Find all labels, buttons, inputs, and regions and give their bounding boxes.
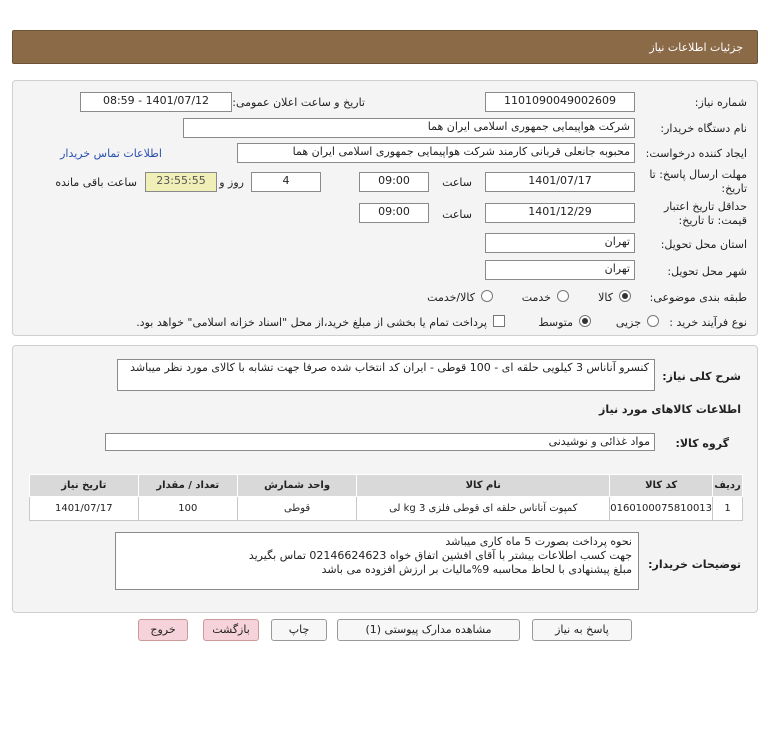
process-option-minor: جزیی — [615, 316, 641, 329]
view-attachments-button[interactable]: مشاهده مدارک پیوستی (1) — [337, 619, 520, 641]
treasury-checkbox[interactable] — [493, 315, 505, 327]
validity-date-field: 1401/12/29 — [485, 203, 635, 223]
buyer-note-line: نحوه پرداخت بصورت 5 ماه کاری میباشد — [445, 535, 632, 548]
cell-row: 1 — [713, 497, 743, 521]
process-label: نوع فرآیند خرید : — [669, 316, 747, 329]
buyer-notes-label: توضیحات خریدار: — [648, 558, 741, 571]
need-number-field: 1101090049002609 — [485, 92, 635, 112]
category-radio-goods[interactable] — [619, 290, 631, 302]
province-label: استان محل تحویل: — [660, 238, 747, 251]
exit-button[interactable]: خروج — [138, 619, 188, 641]
goods-group-label: گروه کالا: — [675, 437, 729, 450]
back-button[interactable]: بازگشت — [203, 619, 259, 641]
treasury-note: پرداخت تمام یا بخشی از مبلغ خرید،از محل "اسناد خزانه اسلامی" خواهد بود. — [136, 316, 487, 329]
cell-date: 1401/07/17 — [30, 497, 139, 521]
goods-table — [29, 474, 743, 521]
cell-name: کمپوت آناناس حلقه ای قوطی فلزی 3 kg لی — [357, 497, 610, 521]
announce-field: 1401/07/12 - 08:59 — [80, 92, 232, 112]
days-field: 4 — [251, 172, 321, 192]
need-summary-label: شرح کلی نیاز: — [662, 370, 741, 383]
buyer-org-label: نام دستگاه خریدار: — [660, 122, 747, 135]
category-option-service: خدمت — [521, 291, 551, 304]
buyer-notes-box — [115, 532, 639, 590]
creator-label: ایجاد کننده درخواست: — [645, 147, 747, 160]
reply-deadline-label-date: تاریخ: — [721, 182, 747, 195]
need-number-label: شماره نیاز: — [694, 96, 747, 109]
reply-date-field: 1401/07/17 — [485, 172, 635, 192]
days-label: روز و — [219, 176, 244, 189]
buyer-org-field: شرکت هواپیمایی جمهوری اسلامی ایران هما — [183, 118, 635, 138]
col-code: کد کالا — [610, 475, 713, 497]
city-label: شهر محل تحویل: — [667, 265, 747, 278]
col-date: تاریخ نیاز — [30, 475, 139, 497]
category-label: طبقه بندی موضوعی: — [649, 291, 747, 304]
need-info-panel — [12, 345, 758, 613]
col-qty: تعداد / مقدار — [138, 475, 237, 497]
details-panel — [12, 80, 758, 336]
validity-label: حداقل تاریخ اعتبار — [663, 200, 747, 213]
col-row: ردیف — [713, 475, 743, 497]
reply-deadline-label: مهلت ارسال پاسخ: تا — [649, 168, 747, 181]
category-radio-goods-service[interactable] — [481, 290, 493, 302]
province-field: تهران — [485, 233, 635, 253]
cell-unit: قوطی — [237, 497, 356, 521]
page-title: جزئیات اطلاعات نیاز — [649, 41, 743, 54]
need-summary-field: کنسرو آناناس 3 کیلویی حلقه ای - 100 قوطی - ایران کد انتخاب شده صرفا جهت تشابه با کالای مورد نظر میباشد — [117, 359, 655, 391]
validity-time-field: 09:00 — [359, 203, 429, 223]
col-name: نام کالا — [357, 475, 610, 497]
process-radio-medium[interactable] — [579, 315, 591, 327]
city-field: تهران — [485, 260, 635, 280]
goods-group-field: مواد غذائی و نوشیدنی — [105, 433, 655, 451]
validity-time-label: ساعت — [442, 208, 472, 221]
buyer-contact-link[interactable]: اطلاعات تماس خریدار — [60, 147, 162, 160]
goods-table-header — [30, 475, 743, 497]
remaining-time-field: 23:55:55 — [145, 172, 217, 192]
remaining-time-label: ساعت باقی مانده — [55, 176, 137, 189]
process-option-medium: متوسط — [538, 316, 573, 329]
cell-code: 0160100075810013 — [610, 497, 713, 521]
category-radio-service[interactable] — [557, 290, 569, 302]
creator-field: محبوبه جانعلی قربانی کارمند شرکت هواپیمایی جمهوری اسلامی ایران هما — [237, 143, 635, 163]
buyer-note-line: مبلغ پیشنهادی با لحاظ محاسبه 9%مالیات بر ارزش افزوده می باشد — [321, 563, 632, 576]
process-radio-minor[interactable] — [647, 315, 659, 327]
page-title-bar — [12, 30, 758, 64]
print-button[interactable]: چاپ — [271, 619, 327, 641]
validity-label-date: قیمت: تا تاریخ: — [678, 214, 747, 227]
announce-label: تاریخ و ساعت اعلان عمومی: — [232, 96, 365, 109]
cell-qty: 100 — [138, 497, 237, 521]
category-option-goods-service: کالا/خدمت — [427, 291, 475, 304]
reply-time-label: ساعت — [442, 176, 472, 189]
table-row — [30, 497, 743, 521]
col-unit: واحد شمارش — [237, 475, 356, 497]
goods-info-header: اطلاعات کالاهای مورد نیاز — [599, 403, 741, 416]
buyer-note-line: جهت کسب اطلاعات بیشتر با آقای افشین اتفاق خواه 02146624623 تماس بگیرید — [248, 549, 632, 562]
reply-button[interactable]: پاسخ به نیاز — [532, 619, 632, 641]
category-option-goods: کالا — [598, 291, 613, 304]
reply-time-field: 09:00 — [359, 172, 429, 192]
